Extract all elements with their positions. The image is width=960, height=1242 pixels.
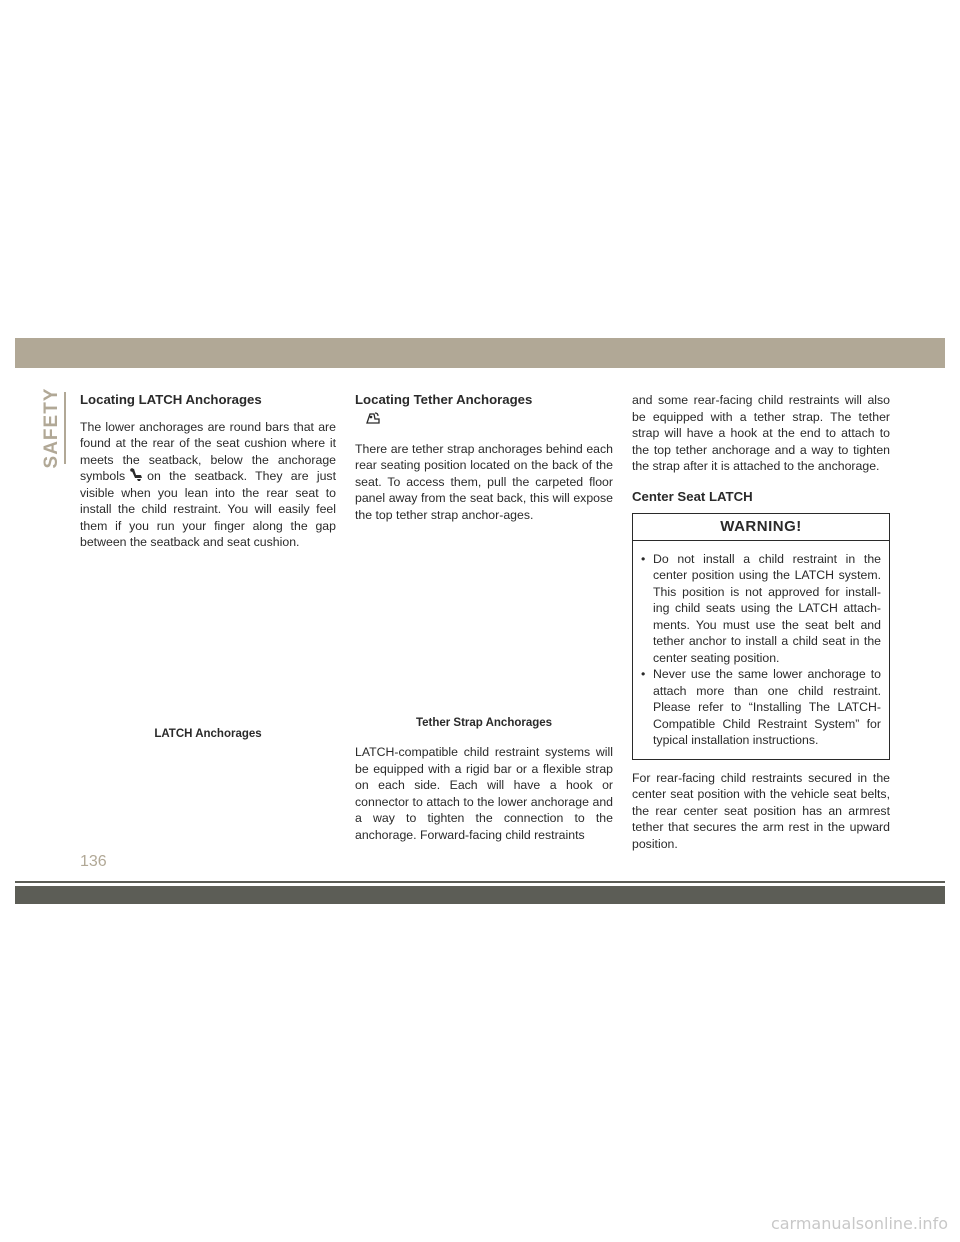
paragraph-latch-part2: on the seatback. They are just visible when you lean into the rear seat to install the child restraint. You will easily feel them if you run your finger along the gap between the seatback and seat cushion. <box>80 469 336 549</box>
footer-rule <box>15 881 945 883</box>
column-center-seat-latch <box>632 392 890 852</box>
section-tab <box>40 387 64 469</box>
column-latch-compatible <box>355 744 613 843</box>
watermark: carmanualsonline.info <box>770 1214 948 1233</box>
section-tab-rule <box>64 392 66 464</box>
paragraph-armrest-tether: For rear-facing child restraints secured in the center seat position with the vehicle seat belts, the rear center seat position has an armrest tether that secures the arm rest in the upward position. <box>632 770 890 851</box>
paragraph-latch-compatible: LATCH-compatible child restraint systems will be equipped with a rigid bar or a flexible strap on each side. Each will have a hook or connector to attach to the lower anchorage and a way to tighten the connection to the anchorage. Forward-facing child restraints <box>355 745 613 842</box>
tether-anchor-icon <box>365 411 613 427</box>
column-tether-anchorages <box>355 392 613 523</box>
caption-tether-strap-anchorages: Tether Strap Anchorages <box>415 717 553 729</box>
paragraph-latch <box>80 419 336 551</box>
page-number: 136 <box>80 853 107 870</box>
warning-title: WARNING! <box>633 514 889 541</box>
paragraph-rear-facing: and some rear-facing child restraints will also be equipped with a tether strap. The tether strap will have a hook at the end to attach to the top tether anchorage and a way to tighten the strap after it is attached to the anchorage. <box>632 393 890 473</box>
warning-item: • Never use the same lower anchorage to attach more than one child restraint. Please refer to “Installing The LATCH-Compatible Child Restraint System” for typical installation instructions. <box>643 666 881 749</box>
footer-band <box>15 886 945 904</box>
section-tab-label: SAFETY <box>41 387 62 469</box>
heading-locating-latch: Locating LATCH Anchorages <box>80 392 262 407</box>
column-latch-anchorages <box>80 392 336 551</box>
child-seat-anchor-icon <box>128 468 144 482</box>
header-band <box>15 338 945 368</box>
heading-center-seat-latch: Center Seat LATCH <box>632 488 753 504</box>
warning-box <box>632 513 890 760</box>
paragraph-latch-part1: The lower anchorages are round bars that are found at the rear of the seat cushion where it meets the seatback, below the anchorage symbols <box>80 419 336 483</box>
warning-item: • Do not install a child restraint in the center position using the LATCH system. This position is not approved for install-ing child seats using the LATCH attach-ments. You must use the seat belt and tether anchor to install a child seat in the center seating position. <box>643 551 881 667</box>
warning-list <box>633 541 889 759</box>
heading-locating-tether: Locating Tether Anchorages <box>355 392 533 407</box>
caption-latch-anchorages: LATCH Anchorages <box>154 728 262 740</box>
paragraph-tether: There are tether strap anchorages behind each rear seating position located on the back of the seat. To access them, pull the carpeted floor panel away from the seat back, this will expose the top tether strap anchor-ages. <box>355 441 613 522</box>
